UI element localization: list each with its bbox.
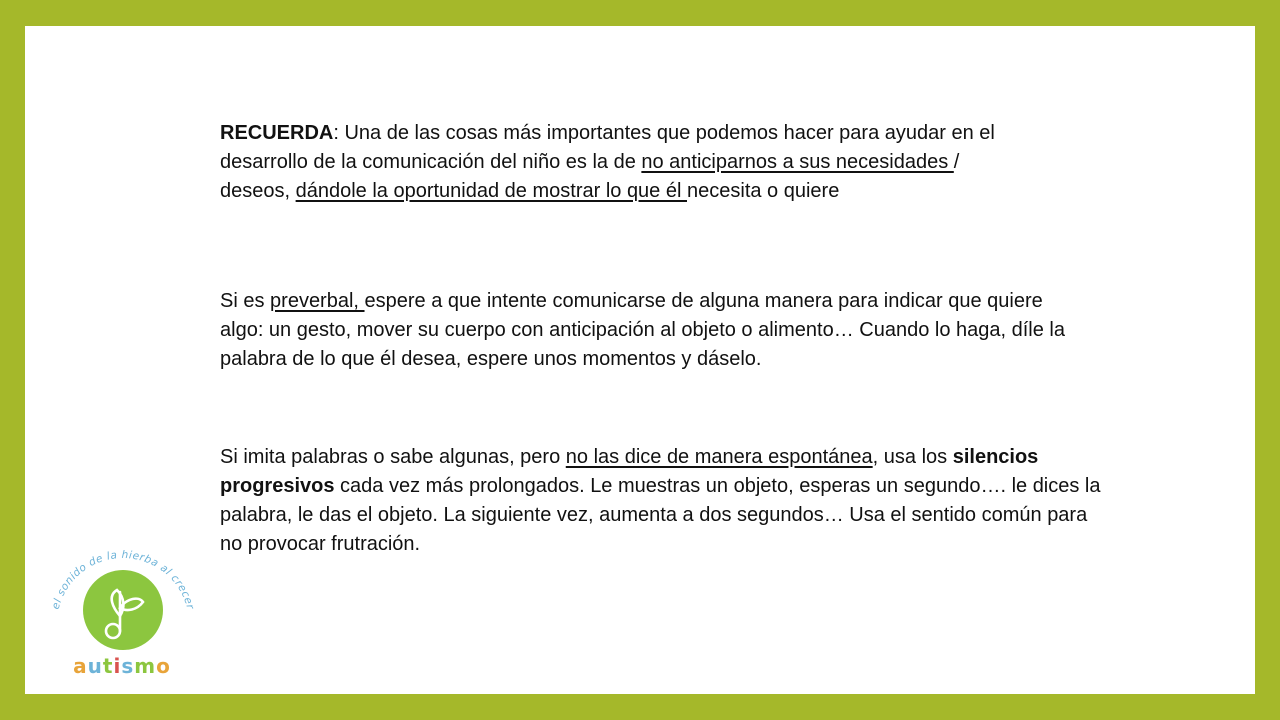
logo-wordmark xyxy=(47,654,197,678)
recuerda-heading: RECUERDA xyxy=(220,122,334,144)
logo-letter: i xyxy=(113,654,122,678)
recuerda-paragraph xyxy=(220,119,995,206)
text-span: algo: un gesto, mover su cuerpo con anticipación al objeto o alimento… Cuando lo haga, díle la xyxy=(220,319,1065,341)
text-span: palabra, le das el objeto. La siguiente vez, aumenta a dos segundos… Usa el sentido común para xyxy=(220,504,1088,526)
logo-letter: a xyxy=(73,654,88,678)
preverbal-paragraph xyxy=(220,287,1065,374)
bold-phrase: silencios xyxy=(952,446,1039,468)
autismo-logo xyxy=(47,548,197,688)
text-span: palabra de lo que él desea, espere unos momentos y dáselo. xyxy=(220,348,762,370)
logo-letter: o xyxy=(156,654,171,678)
slide xyxy=(25,26,1255,694)
text-span: / xyxy=(953,151,960,173)
underlined-phrase: dándole la oportunidad de mostrar lo que él xyxy=(295,180,687,202)
text-span: Si imita palabras o sabe algunas, pero xyxy=(220,446,566,468)
underlined-phrase: preverbal, xyxy=(270,290,365,312)
text-span: deseos, xyxy=(220,180,296,202)
logo-letter: m xyxy=(134,654,157,678)
silencios-paragraph xyxy=(220,443,1101,559)
bold-phrase: progresivos xyxy=(220,475,335,497)
underlined-phrase: no las dice de manera espontánea xyxy=(565,446,873,468)
logo-emblem xyxy=(47,548,197,654)
text-span: necesita o quiere xyxy=(687,180,840,202)
logo-letter: u xyxy=(87,654,103,678)
text-span: espere a que intente comunicarse de alguna manera para indicar que quiere xyxy=(364,290,1043,312)
text-span: cada vez más prolongados. Le muestras un objeto, esperas un segundo…. le dices la xyxy=(334,475,1101,497)
logo-letter: t xyxy=(102,654,114,678)
underlined-phrase: no anticiparnos a sus necesidades xyxy=(641,151,954,173)
text-span: no provocar frutración. xyxy=(220,533,421,555)
text-span: : Una de las cosas más importantes que podemos hacer para ayudar en el xyxy=(333,122,995,144)
logo-arc-text: el sonido de la hierba al crecer xyxy=(49,548,197,611)
text-span: , usa los xyxy=(872,446,953,468)
text-span: desarrollo de la comunicación del niño es la de xyxy=(220,151,642,173)
logo-letter: s xyxy=(121,654,135,678)
text-span: Si es xyxy=(220,290,271,312)
